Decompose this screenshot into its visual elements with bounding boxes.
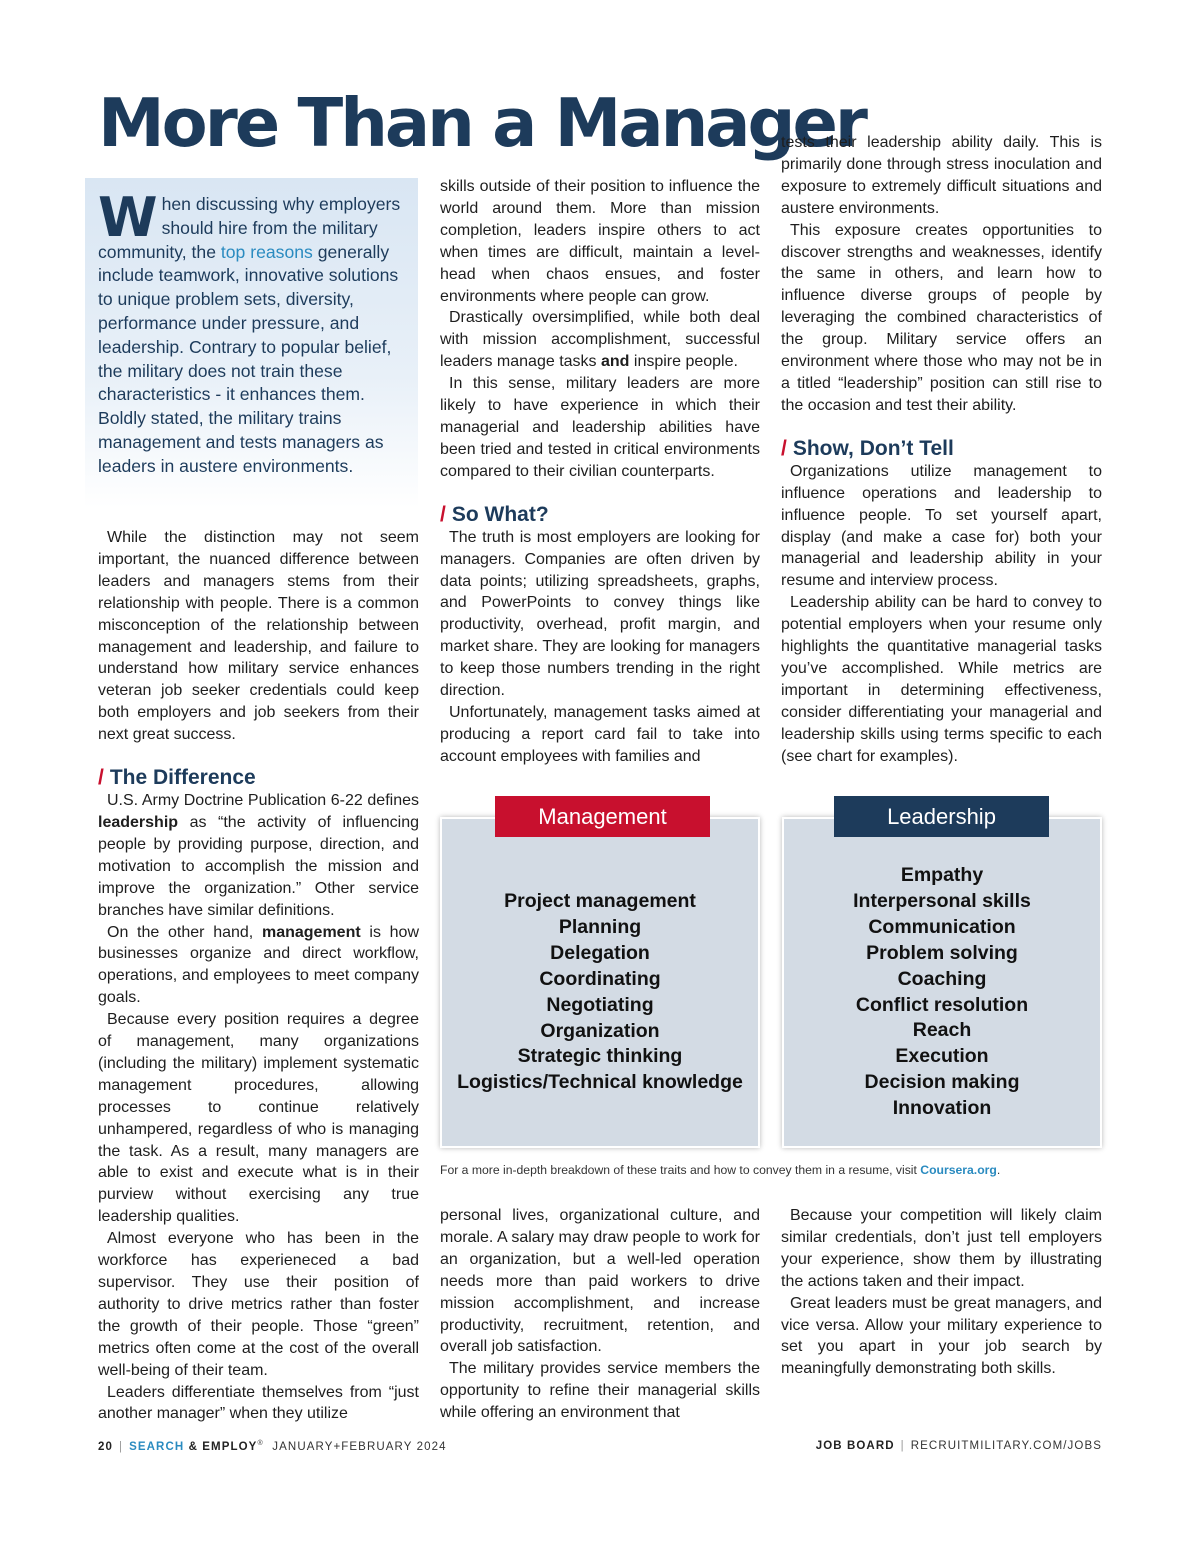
coursera-link[interactable]: Coursera.org <box>920 1163 997 1177</box>
list-item: Conflict resolution <box>855 993 1029 1016</box>
heading-slash: / <box>98 766 104 790</box>
paragraph: skills outside of their position to influence the world around them. More than mission completion, leaders inspire others to act when times are difficult, maintain a level-head when chaos ensues, and foster environments where people can grow. <box>440 178 760 305</box>
list-item: Communication <box>868 915 1016 938</box>
paragraph <box>440 307 760 373</box>
section-heading-show-dont-tell <box>781 437 1102 461</box>
footer-divider: | <box>900 1440 905 1452</box>
paragraph: Because your competition will likely claim similar credentials, don’t just tell employers your experience, show them by illustrating the actions taken and their impact. <box>781 1207 1102 1290</box>
list-item: Coaching <box>897 967 987 990</box>
text: inspire people. <box>629 353 738 371</box>
list-item: Decision making <box>864 1071 1020 1094</box>
list-item: Reach <box>912 1019 972 1042</box>
paragraph <box>98 922 419 1010</box>
column-1 <box>98 527 419 1425</box>
caption-end: . <box>996 1163 1001 1177</box>
bold-term: management <box>261 923 361 941</box>
page-number: 20 <box>98 1440 113 1453</box>
pullquote-text: hen discussing why employers should hire from the military community, the <box>98 194 401 262</box>
management-list <box>440 889 760 1096</box>
drop-cap: W <box>98 186 158 249</box>
heading-text: The Difference <box>109 766 256 790</box>
list-item: Innovation <box>892 1097 992 1120</box>
management-label: Management <box>495 796 710 837</box>
list-item: Interpersonal skills <box>853 889 1031 912</box>
paragraph: tests their leadership ability daily. This is primarily done through stress inoculation and exposure to extremely difficult situations and austere environments. <box>781 134 1102 217</box>
bold-term: leadership <box>98 813 179 831</box>
top-reasons-link[interactable]: top reasons <box>220 241 313 262</box>
footer-left <box>98 1440 447 1453</box>
footer-right <box>816 1440 1102 1452</box>
registered-mark: ® <box>257 1440 264 1447</box>
heading-text: Show, Don’t Tell <box>792 436 954 460</box>
paragraph: In this sense, military leaders are more likely to have experience in which their managerial and leadership abilities have been tried and tested in critical environments compared to their civilian counterparts. <box>440 375 760 480</box>
paragraph: Leaders differentiate themselves from “just another manager” when they utilize <box>98 1383 419 1423</box>
paragraph: Almost everyone who has been in the workforce has experieneced a bad supervisor. They use their position of authority to drive metrics rather than foster the growth of their people. Those “green” metrics often come at the cost of the overall well-being of their team. <box>98 1230 419 1379</box>
footer-divider: | <box>119 1440 124 1453</box>
list-item: Execution <box>895 1045 989 1068</box>
column-4 <box>440 1205 760 1424</box>
article-title: More Than a Manager <box>98 84 865 162</box>
list-item: Planning <box>558 915 642 938</box>
paragraph: The military provides service members the opportunity to refine their managerial skills while offering an environment that <box>440 1360 760 1422</box>
list-item: Coordinating <box>539 967 661 990</box>
list-item: Negotiating <box>546 993 654 1016</box>
pullquote <box>98 186 413 479</box>
paragraph: The truth is most employers are looking for managers. Companies are often driven by data points; utilizing spreadsheets, graphs, and PowerPoints to convey things like productivity, overhead, profit margin, and market share. They are looking for managers to keep those numbers trending in the right direction. <box>440 528 760 700</box>
caption-text: For a more in-depth breakdown of these traits and how to convey them in a resume, visit <box>440 1163 921 1177</box>
section-heading-so-what <box>440 503 760 527</box>
list-item: Logistics/Technical knowledge <box>457 1071 743 1094</box>
leadership-list <box>782 863 1102 1122</box>
paragraph: Great leaders must be great managers, and vice versa. Allow your military experience to set you apart in your job search by meaningfully demonstrating both skills. <box>781 1294 1102 1378</box>
list-item: Project management <box>504 890 696 912</box>
paragraph: Because every position requires a degree of management, many organizations (including the military) implement systematic management procedures, allowing processes to continue relatively unhampered, regardless of who is managing the task. As a result, many managers are able to exist and execute what is in their purview without exercising any true leadership qualities. <box>98 1011 419 1226</box>
brand-employ: & EMPLOY <box>188 1440 258 1453</box>
heading-slash: / <box>781 436 787 460</box>
pullquote-text-cont: generally include teamwork, innovative solutions to unique problem sets, diversity, performance under pressure, and leadership. Contrary to popular belief, the military does not train these characteristics - it enhances them. Boldly stated, the military trains management and tests managers as leaders in austere environments. <box>98 241 399 476</box>
column-2 <box>440 176 760 768</box>
list-item: Delegation <box>550 941 650 964</box>
section-heading-difference <box>98 766 419 790</box>
column-3 <box>781 132 1102 767</box>
text: U.S. Army Doctrine Publication 6-22 defines <box>107 792 419 810</box>
paragraph: This exposure creates opportunities to discover strengths and weaknesses, identify the same in others, and learn how to influence diverse groups of people by leveraging the combined characteristics of the group. Military service offers an environment where those who may not be in a titled “leadership” position can still rise to the occasion and test their ability. <box>781 221 1102 414</box>
list-item: Problem solving <box>866 941 1018 964</box>
text: Drastically oversimplified, while both deal with mission accomplishment, successful leaders manage tasks <box>440 309 760 371</box>
chart-caption <box>440 1163 1102 1177</box>
heading-text: So What? <box>451 502 549 526</box>
section-name: JOB BOARD <box>815 1440 895 1452</box>
text: is how businesses organize and direct workflow, operations, and employees to meet company goals. <box>98 923 420 1007</box>
text: as “the activity of influencing people by providing purpose, direction, and motivation to accomplish the mission and improve the organization.” Other service branches have similar definitions. <box>98 813 419 919</box>
leadership-label: Leadership <box>834 796 1049 837</box>
intro-paragraph: While the distinction may not seem important, the nuanced difference between leaders and managers stems from their relationship with people. There is a common misconception of the relationship between management and leadership, and failure to understand how military service enhances veteran job seeker credentials could keep both employers and job seekers from their next great success. <box>98 529 419 744</box>
paragraph <box>98 790 419 921</box>
list-item: Strategic thinking <box>517 1045 683 1068</box>
heading-slash: / <box>440 502 446 526</box>
list-item: Organization <box>540 1019 660 1042</box>
list-item: Empathy <box>900 864 984 886</box>
bold-term: and <box>600 353 630 371</box>
text: On the other hand, <box>107 923 262 941</box>
issue-date: JANUARY+FEBRUARY 2024 <box>272 1440 447 1453</box>
site-url[interactable]: RECRUITMILITARY.COM/JOBS <box>910 1440 1102 1452</box>
paragraph: Organizations utilize management to influence operations and leadership to influence people. To set yourself apart, display (and make a case for) both your managerial and leadership ability in your resume and interview process. <box>781 462 1102 590</box>
column-5 <box>781 1205 1102 1380</box>
paragraph: personal lives, organizational culture, and morale. A salary may draw people to work for an organization, but a well-led operation needs more than paid workers to drive mission accomplishment, and increase productivity, recruitment, retention, and overall job satisfaction. <box>440 1207 760 1356</box>
brand-search: SEARCH <box>129 1440 185 1453</box>
paragraph: Leadership ability can be hard to convey to potential employers when your resume only highlights the quantitative managerial tasks you’ve accomplished. While metrics are important in determining effectiveness, consider differentiating your managerial and leadership skills using terms specific to each (see chart for examples). <box>781 594 1102 765</box>
paragraph: Unfortunately, management tasks aimed at producing a report card fail to take into account employees with families and <box>440 703 760 765</box>
